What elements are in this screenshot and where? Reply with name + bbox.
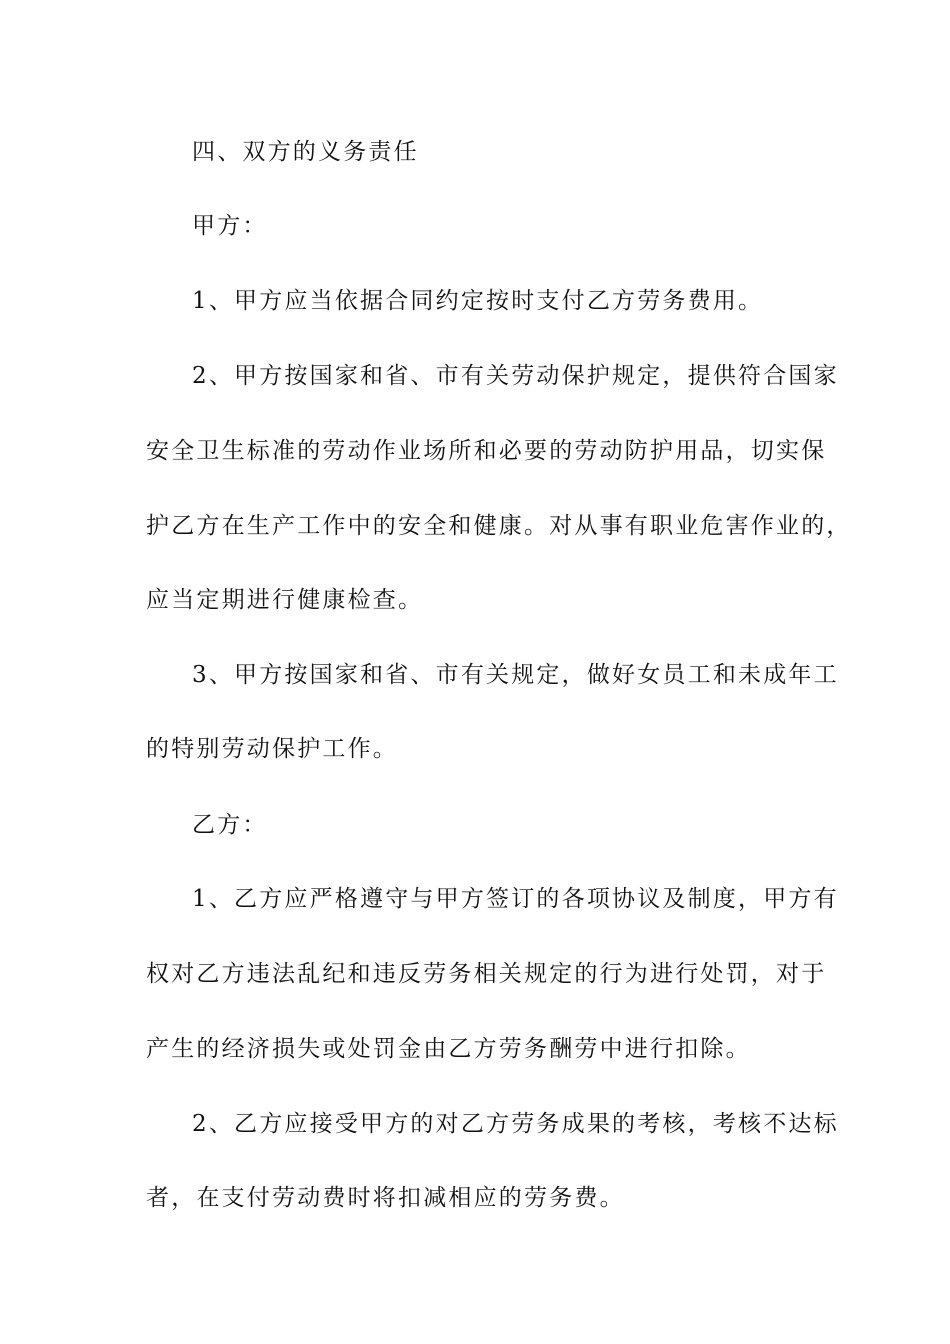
- party-b-clause-1-line-3: 产生的经济损失或处罚金由乙方劳务酬劳中进行扣除。: [146, 1036, 751, 1062]
- party-b-clause-2-line-1: 2、乙方应接受甲方的对乙方劳务成果的考核，考核不达标: [192, 1111, 839, 1137]
- party-b-clause-1-line-1: 1、乙方应严格遵守与甲方签订的各项协议及制度，甲方有: [192, 886, 839, 912]
- party-a-clause-2-line-4: 应当定期进行健康检查。: [146, 587, 424, 613]
- party-a-clause-2-line-3: 护乙方在生产工作中的安全和健康。对从事有职业危害作业的，: [146, 513, 852, 539]
- section-heading: 四、双方的义务责任: [192, 139, 419, 165]
- party-a-clause-3-line-1: 3、甲方按国家和省、市有关规定，做好女员工和未成年工: [192, 662, 839, 688]
- party-b-clause-2-line-2: 者，在支付劳动费时将扣减相应的劳务费。: [146, 1185, 625, 1211]
- party-b-label: 乙方：: [192, 812, 268, 838]
- party-a-clause-2-line-2: 安全卫生标准的劳动作业场所和必要的劳动防护用品，切实保: [146, 438, 827, 464]
- party-b-clause-1-line-2: 权对乙方违法乱纪和违反劳务相关规定的行为进行处罚，对于: [146, 961, 827, 987]
- party-a-clause-3-line-2: 的特别劳动保护工作。: [146, 736, 398, 762]
- party-a-clause-2-line-1: 2、甲方按国家和省、市有关劳动保护规定，提供符合国家: [192, 363, 839, 389]
- party-a-label: 甲方：: [192, 213, 268, 239]
- party-a-clause-1: 1、甲方应当依据合同约定按时支付乙方劳务费用。: [192, 288, 764, 314]
